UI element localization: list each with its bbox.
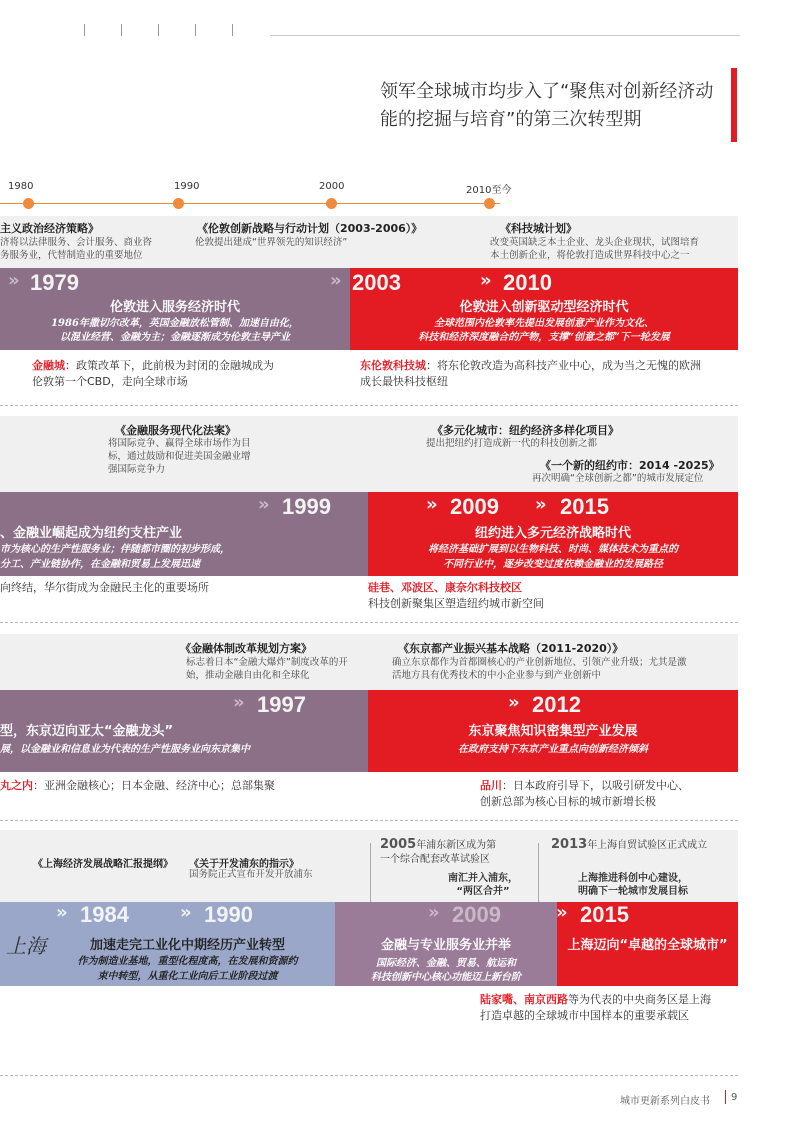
chevron-icon: » bbox=[428, 902, 440, 923]
shanghai-annotation bbox=[448, 872, 518, 898]
shanghai-policy-title: 《关于开发浦东的指示》 bbox=[189, 859, 299, 870]
annotation-text: 南汇并入浦东， bbox=[448, 873, 518, 884]
newyork-policy-desc: 提出把纽约打造成新一代的科技创新之都 bbox=[426, 438, 598, 449]
page-headline: 领军全球城市均步入了“聚焦对创新经济动能的挖掘与培育”的第三次转型期 bbox=[380, 81, 714, 130]
chevron-icon: » bbox=[508, 692, 520, 713]
era-desc: 束中转型，从重化工业向后工业阶段过渡 bbox=[97, 971, 278, 982]
note-text: 等为代表的中央商务区是上海 bbox=[568, 993, 711, 1006]
chevron-icon: » bbox=[56, 902, 68, 923]
era-desc: 展，以金融业和信息业为代表的生产性服务业向东京集中 bbox=[0, 744, 250, 755]
annotation-text: 年浦东新区成为第 bbox=[416, 840, 497, 851]
district-name: 品川 bbox=[480, 779, 502, 792]
chevron-icon: » bbox=[330, 270, 342, 291]
newyork-note: 向终结，华尔街成为金融民主化的重要场所 bbox=[0, 581, 209, 594]
annotation-year: 2013 bbox=[551, 837, 588, 852]
era-title: 金融与专业服务业并举 bbox=[380, 938, 511, 953]
shanghai-policy-desc: 国务院正式宣布开发开放浦东 bbox=[189, 869, 313, 880]
annotation-year: 2005 bbox=[380, 837, 417, 852]
axis-year: 1980 bbox=[8, 181, 34, 192]
headline-accent-bar bbox=[731, 68, 737, 142]
note-text: ：日本政府引导下，以吸引研发中心、 bbox=[502, 779, 689, 792]
era-desc: 国际经济、金融、贸易、航运和 bbox=[376, 958, 516, 969]
era-title: 加速走完工业化中期经历产业转型 bbox=[89, 938, 285, 953]
newyork-policy-desc: 强国际竞争力 bbox=[108, 464, 166, 475]
chevron-icon: » bbox=[426, 494, 438, 515]
london-policy-title: 主义政治经济策略》 bbox=[0, 222, 99, 235]
tokyo-note bbox=[0, 778, 275, 794]
shanghai-annotation bbox=[380, 838, 496, 867]
tokyo-policy-desc: 始，推动金融自由化和全球化 bbox=[186, 670, 310, 681]
era-desc: 分工、产业链协作，在金融和贸易上发展迅速 bbox=[0, 559, 200, 570]
newyork-policy-desc: 将国际竞争、赢得全球市场作为目 bbox=[108, 438, 251, 449]
note-text: ：政策改革下，此前极为封闭的金融城成为 bbox=[65, 359, 274, 372]
shanghai-annotation bbox=[578, 872, 688, 898]
district-name: 硅巷、邓波区、康奈尔科技校区 bbox=[368, 581, 522, 594]
tokyo-policy-desc: 确立东京都作为首都圈核心的产业创新地位、引领产业升级；尤其是激 bbox=[392, 657, 687, 668]
era-title: 东京聚焦知识密集型产业发展 bbox=[468, 724, 638, 739]
london-policy-desc: 济将以法律服务、会计服务、商业咨 bbox=[0, 237, 153, 248]
axis-dot bbox=[173, 198, 184, 209]
note-text: ：将东伦敦改造为高科技产业中心，成为当之无愧的欧洲 bbox=[426, 359, 701, 372]
london-note bbox=[32, 358, 274, 390]
district-name: 丸之内 bbox=[0, 779, 33, 792]
era-title: 型，东京迈向亚太“金融龙头” bbox=[0, 724, 174, 739]
era-desc: 全球范围内伦敦率先提出发展创意产业作为文化、 bbox=[434, 318, 654, 329]
london-note bbox=[360, 358, 701, 390]
newyork-policy-title: 《金融服务现代化法案》 bbox=[115, 424, 236, 437]
note-text: 成长最快科技枢纽 bbox=[360, 375, 448, 388]
era-title: 伦敦进入服务经济时代 bbox=[109, 300, 240, 315]
section-divider bbox=[0, 622, 738, 624]
era-year: 1984 bbox=[80, 902, 129, 927]
annotation-text: 年上海自贸试验区正式成立 bbox=[587, 840, 708, 851]
header-tick bbox=[195, 24, 196, 36]
note-text: ：亚洲金融核心；日本金融、经济中心；总部集聚 bbox=[33, 779, 275, 792]
annotation-text: 上海推进科创中心建设， bbox=[578, 873, 688, 884]
axis-year: 2010至今 bbox=[466, 185, 512, 196]
chevron-icon: » bbox=[535, 494, 547, 515]
note-text: 科技创新聚集区塑造纽约城市新空间 bbox=[368, 597, 544, 610]
district-name: 东伦敦科技城 bbox=[360, 359, 426, 372]
era-desc: 科技和经济深度融合的产物，支撑“创意之都”下一轮发展 bbox=[418, 332, 670, 343]
footer-title: 城市更新系列白皮书 bbox=[620, 1096, 710, 1107]
header-tick bbox=[232, 24, 233, 36]
london-policy-desc: 务服务业，代替制造业的重要地位 bbox=[0, 250, 143, 261]
footer-separator bbox=[725, 1090, 726, 1104]
era-desc: 科技创新中心核心功能迈上新台阶 bbox=[371, 972, 521, 983]
era-year: 2012 bbox=[532, 692, 581, 717]
newyork-note bbox=[368, 580, 544, 612]
newyork-policy-desc: 标，通过鼓励和促进美国金融业增 bbox=[108, 451, 251, 462]
era-desc: 作为制造业基地，重型化程度高，在发展和资源约 bbox=[77, 956, 298, 967]
district-name: 金融城 bbox=[32, 359, 65, 372]
page-number: 9 bbox=[731, 1092, 738, 1103]
london-policy-desc: 本土创新企业，将伦敦打造成世界科技中心之一 bbox=[490, 250, 690, 261]
era-title: 、金融业崛起成为纽约支柱产业 bbox=[0, 526, 183, 541]
shanghai-policy-title: 《上海经济发展战略汇报提纲》 bbox=[33, 859, 173, 870]
annotation-text: 一个综合配套改革试验区 bbox=[380, 854, 490, 865]
era-year: 2015 bbox=[560, 494, 609, 519]
section-divider bbox=[0, 405, 738, 407]
header-tick bbox=[158, 24, 159, 36]
section-divider bbox=[0, 1075, 738, 1077]
era-year: 2009 bbox=[450, 494, 499, 519]
chevron-icon: » bbox=[480, 270, 492, 291]
timeline-axis bbox=[0, 203, 500, 204]
era-title: 纽约进入多元经济战略时代 bbox=[474, 526, 631, 541]
newyork-policy-title: 《多元化城市：纽约经济多样化项目》 bbox=[432, 424, 619, 437]
axis-dot bbox=[484, 198, 495, 209]
section-divider bbox=[0, 820, 738, 822]
shanghai-calligraphy-logo: 上海 bbox=[6, 934, 46, 958]
chevron-icon: » bbox=[180, 902, 192, 923]
note-text: 打造卓越的全球城市中国样本的重要承载区 bbox=[480, 1009, 689, 1022]
era-year: 2009 bbox=[452, 902, 501, 927]
london-policy-desc: 伦敦提出建成“世界领先的知识经济” bbox=[195, 237, 348, 248]
tokyo-note bbox=[480, 778, 689, 810]
annotation-text: 明确下一轮城市发展目标 bbox=[578, 886, 688, 897]
era-desc: 在政府支持下东京产业重点向创新经济倾斜 bbox=[458, 744, 648, 755]
london-policy-title: 《科技城计划》 bbox=[500, 222, 577, 235]
era-year: 1979 bbox=[30, 270, 79, 295]
era-title: 上海迈向“卓越的全球城市” bbox=[567, 938, 728, 953]
chevron-icon: » bbox=[556, 902, 568, 923]
header-tick bbox=[121, 24, 122, 36]
district-name: 陆家嘴、南京西路 bbox=[480, 993, 568, 1006]
axis-year: 2000 bbox=[319, 181, 345, 192]
era-title: 伦敦进入创新驱动型经济时代 bbox=[459, 300, 629, 315]
chevron-icon: » bbox=[233, 692, 245, 713]
axis-dot bbox=[23, 198, 34, 209]
era-desc: 将经济基础扩展到以生物科技、时尚、媒体技术为重点的 bbox=[428, 544, 678, 555]
london-policy-desc: 改变英国缺乏本土企业、龙头企业现状，试图培育 bbox=[490, 237, 700, 248]
tokyo-policy-title: 《东京都产业振兴基本战略（2011-2020）》 bbox=[398, 642, 624, 655]
era-year: 1990 bbox=[204, 902, 253, 927]
era-desc: 以混业经营、金融为主；金融逐渐成为伦敦主导产业 bbox=[60, 332, 290, 343]
era-desc: 不同行业中，逐步改变过度依赖金融业的发展路径 bbox=[443, 559, 663, 570]
era-year: 2003 bbox=[352, 270, 401, 295]
axis-dot bbox=[326, 198, 337, 209]
chevron-icon: » bbox=[8, 270, 20, 291]
annotation-text: “两区合并” bbox=[456, 886, 510, 897]
axis-year: 1990 bbox=[174, 181, 200, 192]
era-desc: 1986年撒切尔改革，英国金融放松管制、加速自由化， bbox=[51, 318, 299, 329]
era-desc: 市为核心的生产性服务业；伴随都市圈的初步形成， bbox=[0, 544, 230, 555]
era-year: 1999 bbox=[282, 494, 331, 519]
shanghai-note bbox=[480, 992, 711, 1024]
header-tick bbox=[84, 24, 85, 36]
header-rule bbox=[270, 35, 740, 36]
tokyo-policy-desc: 标志着日本“金融大爆炸”制度改革的开 bbox=[186, 657, 348, 668]
london-policy-title: 《伦敦创新战略与行动计划（2003-2006）》 bbox=[197, 222, 423, 235]
newyork-policy-title: 《一个新的纽约市：2014 -2025》 bbox=[540, 459, 720, 472]
tokyo-policy-desc: 活地方具有优秀技术的中小企业参与到产业创新中 bbox=[392, 670, 602, 681]
note-text: 创新总部为核心目标的城市新增长极 bbox=[480, 795, 656, 808]
newyork-policy-desc: 再次明确“全球创新之都”的城市发展定位 bbox=[532, 473, 704, 484]
note-text: 伦敦第一个CBD，走向全球市场 bbox=[32, 375, 188, 388]
chevron-icon: » bbox=[258, 494, 270, 515]
era-year: 2010 bbox=[503, 270, 552, 295]
shanghai-annotation bbox=[551, 838, 707, 853]
era-year: 1997 bbox=[257, 692, 306, 717]
era-year: 2015 bbox=[580, 902, 629, 927]
tokyo-policy-title: 《金融体制改革规划方案》 bbox=[180, 642, 312, 655]
